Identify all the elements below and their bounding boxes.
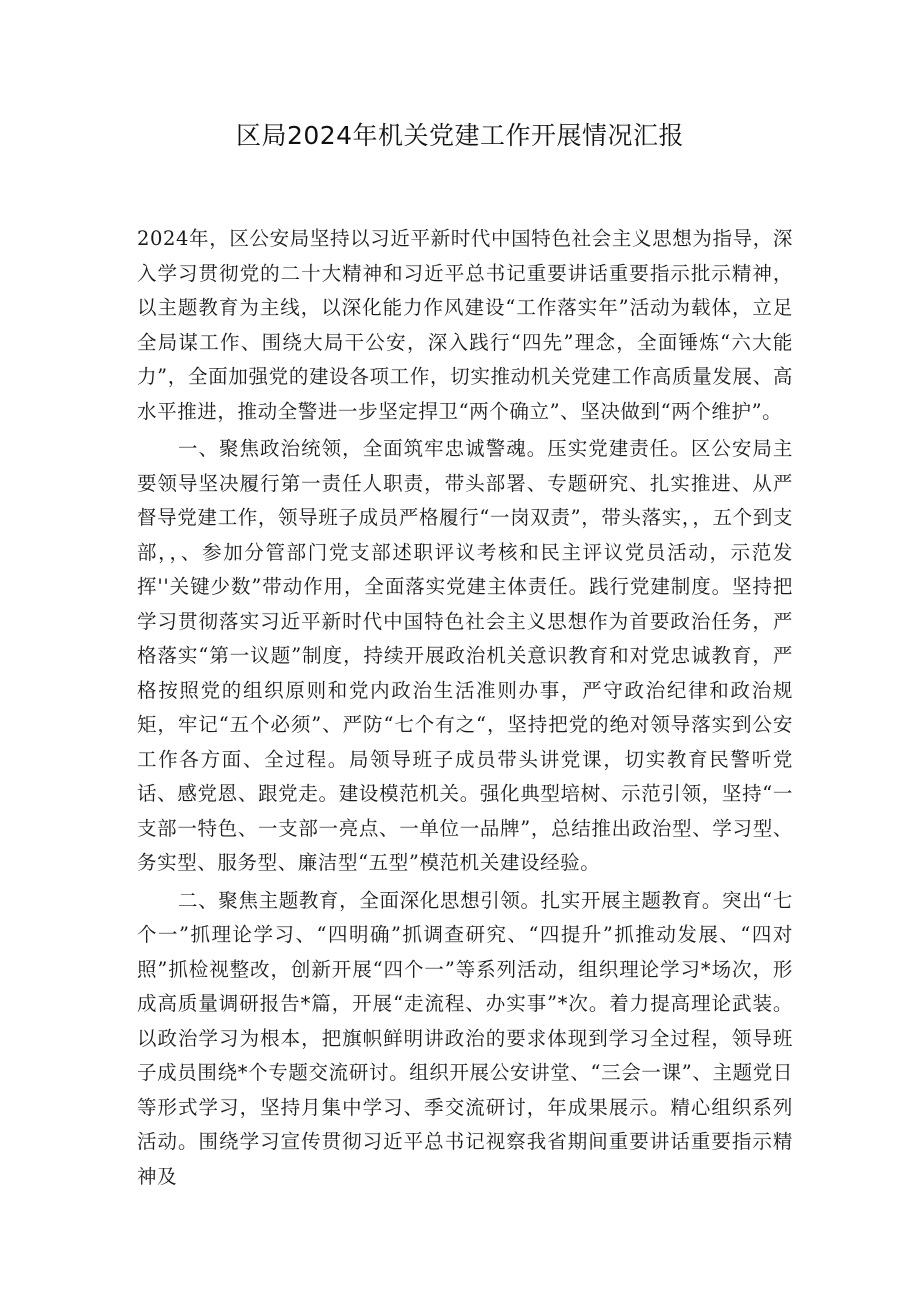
paragraph-intro: 2024年，区公安局坚持以习近平新时代中国特色社会主义思想为指导，深入学习贯彻党的二十大精神和习近平总书记重要讲话重要指示批示精神，以主题教育为主线，以深化能力作风建设“工作落实年”活动为载体，立足全局谋工作、围绕大局干公安，深入践行“四先”理念，全面锤炼“六大能力”，全面加强党的建设各项工作，切实推动机关党建工作高质量发展、高水平推进，推动全警进一步坚定捍卫“两个确立”、坚决做到“两个维护”。: [137, 227, 793, 423]
paragraph-section-one: 一、聚焦政治统领，全面筑牢忠诚警魂。压实党建责任。区公安局主要领导坚决履行第一责任人职责，带头部署、专题研究、扎实推进、从严督导党建工作，领导班子成员严格履行“一岗双责”，带头落实，，五个到支部，，、参加分管部门党支部述职评议考核和民主评议党员活动，示范发挥''关键少数”带动作用，全面落实党建主体责任。践行党建制度。坚持把学习贯彻落实习近平新时代中国特色社会主义思想作为首要政治任务，严格落实“第一议题”制度，持续开展政治机关意识教育和对党忠诚教育，严格按照党的组织原则和党内政治生活准则办事，严守政治纪律和政治规矩，牢记“五个必须”、严防“七个有之“，坚持把党的绝对领导落实到公安工作各方面、全过程。局领导班子成员带头讲党课，切实教育民警听党话、感党恩、跟党走。建设模范机关。强化典型培树、示范引领，坚持“一支部一特色、一支部一亮点、一单位一品牌”，总结推出政治型、学习型、务实型、服务型、廉洁型“五型”模范机关建设经验。: [137, 437, 793, 874]
document-body: [137, 222, 793, 1197]
paragraph-section-two: 二、聚焦主题教育，全面深化思想引领。扎实开展主题教育。突出“七个一”抓理论学习、“四明确”抓调查研究、“四提升”抓推动发展、“四对照”抓检视整改，创新开展“四个一”等系列活动，组织理论学习*场次，形成高质量调研报告*篇，开展“走流程、办实事”*次。着力提高理论武装。以政治学习为根本，把旗帜鲜明讲政治的要求体现到学习全过程，领导班子成员围绕*个专题交流研讨。组织开展公安讲堂、“三会一课”、主题党日等形式学习，坚持月集中学习、季交流研讨，年成果展示。精心组织系列活动。围绕学习宣传贯彻习近平总书记视察我省期间重要讲话重要指示精神及: [137, 888, 793, 1188]
document-title: 区局2024年机关党建工作开展情况汇报: [235, 121, 685, 150]
